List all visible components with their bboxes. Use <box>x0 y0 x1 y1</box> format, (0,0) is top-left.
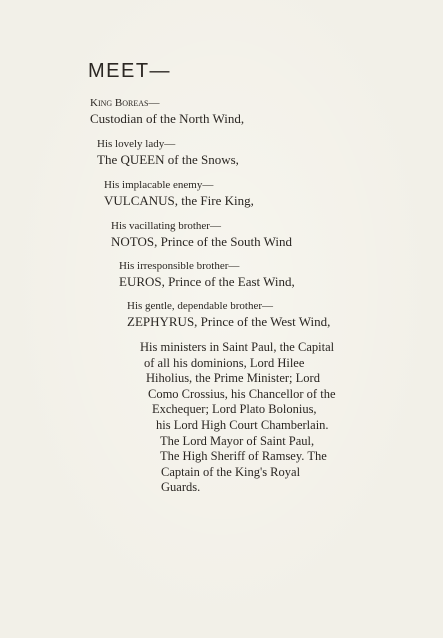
ministers-line: Hiholius, the Prime Minister; Lord <box>146 371 320 386</box>
ministers-line: Como Crossius, his Chancellor of the <box>148 386 336 401</box>
stanza-detail: Custodian of the North Wind, <box>90 111 245 126</box>
ministers-line: His ministers in Saint Paul, the Capital <box>140 340 335 354</box>
stanza-detail: ZEPHYRUS, Prince of the West Wind, <box>127 314 331 329</box>
stanza-zephyrus <box>127 299 330 330</box>
stanza-vulcanus <box>104 178 254 209</box>
stanza-intro: His implacable enemy— <box>104 179 214 191</box>
stanza-intro: King Boreas— <box>90 97 160 109</box>
ministers-line: The Lord Mayor of Saint Paul, <box>160 433 315 448</box>
ministers-paragraph <box>140 340 370 496</box>
stanza-euros <box>119 259 295 290</box>
page-heading: MEET— <box>88 60 172 82</box>
stanza-intro: His vacillating brother— <box>111 220 221 232</box>
ministers-line: Captain of the King's Royal <box>161 464 301 479</box>
stanza-intro: His gentle, dependable brother— <box>127 300 274 312</box>
stanza-intro: His lovely lady— <box>97 138 176 150</box>
ministers-line: Guards. <box>161 480 201 495</box>
ministers-line: The High Sheriff of Ramsey. The <box>160 449 327 464</box>
ministers-line: his Lord High Court Chamberlain. <box>156 417 329 432</box>
stanza-intro: His irresponsible brother— <box>119 260 240 272</box>
ministers-line: Exchequer; Lord Plato Bolonius, <box>152 402 317 417</box>
stanza-detail: EUROS, Prince of the East Wind, <box>119 274 295 289</box>
stanza-detail: The QUEEN of the Snows, <box>97 152 239 167</box>
stanza-notos <box>111 219 292 250</box>
ministers-line: of all his dominions, Lord Hilee <box>144 355 305 370</box>
stanza-king-boreas <box>90 96 244 127</box>
stanza-queen <box>97 137 239 168</box>
stanza-detail: NOTOS, Prince of the South Wind <box>111 234 292 249</box>
stanza-detail: VULCANUS, the Fire King, <box>104 193 254 208</box>
